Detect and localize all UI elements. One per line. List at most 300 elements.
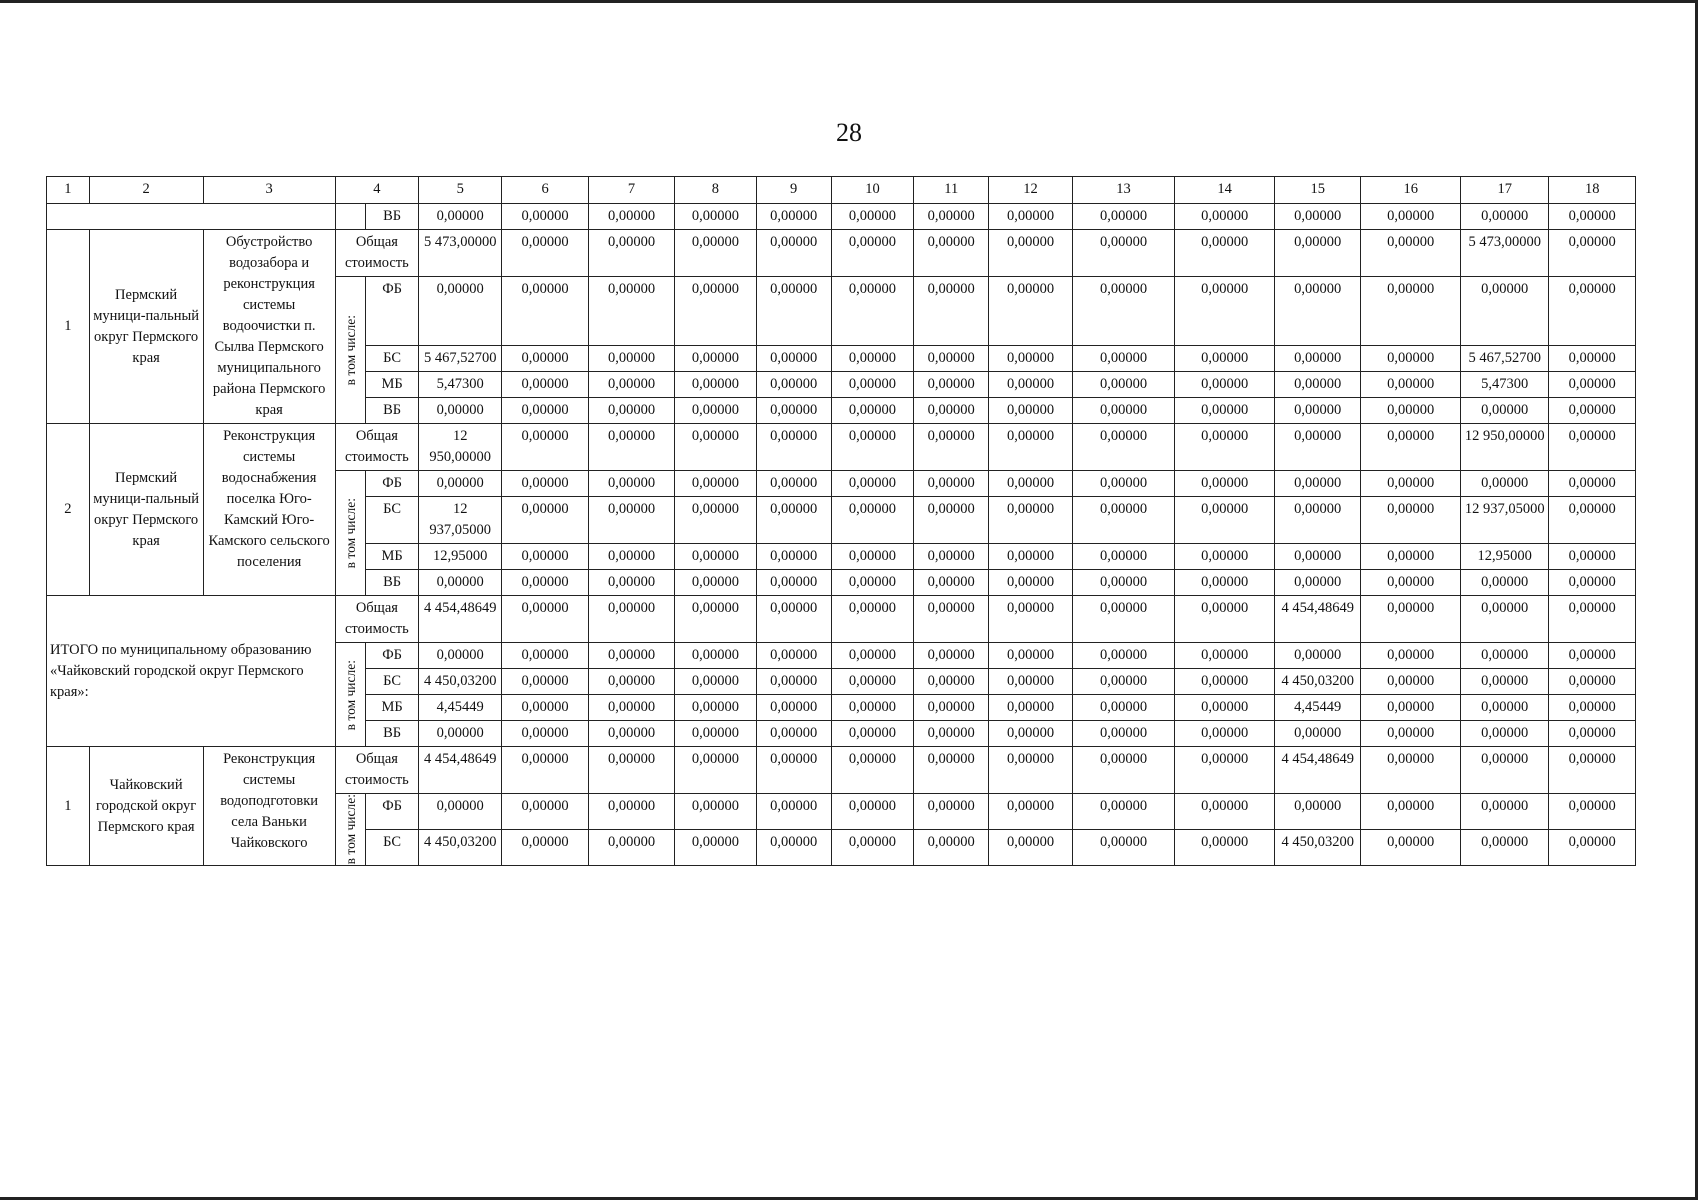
value-cell: 0,00000 bbox=[1175, 721, 1275, 747]
value-cell: 0,00000 bbox=[914, 721, 989, 747]
value-cell: 0,00000 bbox=[1072, 398, 1175, 424]
value-cell: 0,00000 bbox=[1361, 596, 1461, 643]
value-cell: 0,00000 bbox=[831, 424, 913, 471]
value-cell: 0,00000 bbox=[1549, 204, 1636, 230]
value-cell: 0,00000 bbox=[756, 497, 831, 544]
value-cell: 0,00000 bbox=[989, 643, 1072, 669]
value-cell: 0,00000 bbox=[502, 544, 588, 570]
value-cell: 0,00000 bbox=[831, 398, 913, 424]
value-cell: 0,00000 bbox=[831, 643, 913, 669]
value-cell: 0,00000 bbox=[502, 204, 588, 230]
value-cell: 0,00000 bbox=[1549, 544, 1636, 570]
value-cell: 5 473,00000 bbox=[1461, 230, 1549, 277]
scan-border-top bbox=[0, 0, 1698, 3]
value-cell: 0,00000 bbox=[756, 669, 831, 695]
column-header: 18 bbox=[1549, 177, 1636, 204]
value-cell: 0,00000 bbox=[588, 497, 674, 544]
value-cell: 0,00000 bbox=[1361, 721, 1461, 747]
project-name: Обустройство водозабора и реконструкция системы водоочистки п. Сылва Пермского муниципального района Пермского края bbox=[203, 230, 335, 424]
value-cell: 0,00000 bbox=[1072, 204, 1175, 230]
in-that-number-cell bbox=[335, 794, 365, 865]
source-label: ВБ bbox=[366, 398, 419, 424]
value-cell: 0,00000 bbox=[914, 830, 989, 866]
column-header: 15 bbox=[1274, 177, 1360, 204]
value-cell: 12,95000 bbox=[419, 544, 502, 570]
value-cell: 0,00000 bbox=[1274, 544, 1360, 570]
value-cell: 0,00000 bbox=[989, 497, 1072, 544]
value-cell: 0,00000 bbox=[914, 471, 989, 497]
value-cell: 0,00000 bbox=[1072, 830, 1175, 866]
value-cell: 0,00000 bbox=[588, 544, 674, 570]
column-header: 17 bbox=[1461, 177, 1549, 204]
value-cell: 0,00000 bbox=[419, 570, 502, 596]
value-cell: 0,00000 bbox=[419, 794, 502, 830]
value-cell: 0,00000 bbox=[1072, 669, 1175, 695]
column-header: 16 bbox=[1361, 177, 1461, 204]
value-cell: 0,00000 bbox=[1175, 643, 1275, 669]
total-cost-label: Общая стоимость bbox=[335, 747, 418, 794]
column-header: 3 bbox=[203, 177, 335, 204]
municipality-name: Пермский муници-пальный округ Пермского края bbox=[89, 424, 203, 596]
column-header: 10 bbox=[831, 177, 913, 204]
source-label: МБ bbox=[366, 695, 419, 721]
total-label: ИТОГО по муниципальному образованию «Чайковский городской округ Пермского края»: bbox=[47, 596, 336, 747]
carry-row bbox=[47, 204, 1636, 230]
value-cell: 0,00000 bbox=[1274, 643, 1360, 669]
source-label: ФБ bbox=[366, 277, 419, 346]
value-cell: 0,00000 bbox=[502, 596, 588, 643]
value-cell: 0,00000 bbox=[1274, 398, 1360, 424]
value-cell: 0,00000 bbox=[989, 544, 1072, 570]
column-header: 1 bbox=[47, 177, 90, 204]
value-cell: 0,00000 bbox=[831, 372, 913, 398]
value-cell: 0,00000 bbox=[831, 497, 913, 544]
value-cell: 0,00000 bbox=[502, 497, 588, 544]
value-cell: 0,00000 bbox=[1549, 230, 1636, 277]
value-cell: 0,00000 bbox=[675, 794, 756, 830]
value-cell: 0,00000 bbox=[419, 204, 502, 230]
value-cell: 0,00000 bbox=[1072, 497, 1175, 544]
value-cell: 0,00000 bbox=[989, 830, 1072, 866]
value-cell: 4 454,48649 bbox=[419, 596, 502, 643]
value-cell: 0,00000 bbox=[1361, 372, 1461, 398]
value-cell: 12 937,05000 bbox=[419, 497, 502, 544]
value-cell: 0,00000 bbox=[756, 596, 831, 643]
value-cell: 0,00000 bbox=[1175, 497, 1275, 544]
value-cell: 0,00000 bbox=[914, 643, 989, 669]
value-cell: 0,00000 bbox=[914, 398, 989, 424]
project-name: Реконструкция системы водоподготовки села Ваньки Чайковского bbox=[203, 747, 335, 865]
value-cell: 0,00000 bbox=[1461, 721, 1549, 747]
carry-blank bbox=[47, 204, 336, 230]
value-cell: 0,00000 bbox=[1072, 570, 1175, 596]
value-cell: 0,00000 bbox=[1175, 346, 1275, 372]
value-cell: 0,00000 bbox=[831, 695, 913, 721]
value-cell: 0,00000 bbox=[588, 643, 674, 669]
value-cell: 0,00000 bbox=[1361, 497, 1461, 544]
value-cell: 0,00000 bbox=[1361, 695, 1461, 721]
value-cell: 0,00000 bbox=[419, 471, 502, 497]
source-label: ФБ bbox=[366, 794, 419, 830]
value-cell: 0,00000 bbox=[1072, 721, 1175, 747]
value-cell: 0,00000 bbox=[1361, 471, 1461, 497]
value-cell: 0,00000 bbox=[1175, 424, 1275, 471]
funding-table bbox=[46, 176, 1636, 866]
value-cell: 0,00000 bbox=[1549, 372, 1636, 398]
value-cell: 0,00000 bbox=[831, 204, 913, 230]
value-cell: 0,00000 bbox=[914, 277, 989, 346]
value-cell: 0,00000 bbox=[989, 346, 1072, 372]
column-header: 11 bbox=[914, 177, 989, 204]
value-cell: 0,00000 bbox=[989, 721, 1072, 747]
value-cell: 4 454,48649 bbox=[419, 747, 502, 794]
value-cell: 0,00000 bbox=[1361, 204, 1461, 230]
value-cell: 0,00000 bbox=[756, 643, 831, 669]
value-cell: 0,00000 bbox=[502, 277, 588, 346]
value-cell: 0,00000 bbox=[588, 204, 674, 230]
value-cell: 0,00000 bbox=[1274, 372, 1360, 398]
value-cell: 0,00000 bbox=[1549, 424, 1636, 471]
value-cell: 0,00000 bbox=[1461, 747, 1549, 794]
column-header: 13 bbox=[1072, 177, 1175, 204]
value-cell: 0,00000 bbox=[588, 695, 674, 721]
value-cell: 0,00000 bbox=[419, 643, 502, 669]
value-cell: 0,00000 bbox=[675, 346, 756, 372]
value-cell: 5 467,52700 bbox=[1461, 346, 1549, 372]
value-cell: 0,00000 bbox=[1461, 669, 1549, 695]
value-cell: 0,00000 bbox=[989, 695, 1072, 721]
value-cell: 0,00000 bbox=[756, 747, 831, 794]
value-cell: 0,00000 bbox=[831, 721, 913, 747]
in-that-number-cell bbox=[335, 643, 365, 747]
source-label: ФБ bbox=[366, 643, 419, 669]
value-cell: 0,00000 bbox=[1274, 230, 1360, 277]
value-cell: 0,00000 bbox=[756, 794, 831, 830]
value-cell: 0,00000 bbox=[1549, 497, 1636, 544]
column-header: 14 bbox=[1175, 177, 1275, 204]
value-cell: 0,00000 bbox=[1461, 204, 1549, 230]
in-that-number-cell bbox=[335, 471, 365, 596]
value-cell: 0,00000 bbox=[502, 570, 588, 596]
value-cell: 0,00000 bbox=[831, 669, 913, 695]
value-cell: 0,00000 bbox=[831, 277, 913, 346]
value-cell: 0,00000 bbox=[756, 204, 831, 230]
value-cell: 0,00000 bbox=[588, 230, 674, 277]
value-cell: 0,00000 bbox=[1461, 570, 1549, 596]
value-cell: 0,00000 bbox=[675, 497, 756, 544]
value-cell: 0,00000 bbox=[1274, 570, 1360, 596]
value-cell: 0,00000 bbox=[756, 277, 831, 346]
value-cell: 0,00000 bbox=[1361, 277, 1461, 346]
value-cell: 0,00000 bbox=[1274, 721, 1360, 747]
source-label: ВБ bbox=[366, 721, 419, 747]
value-cell: 0,00000 bbox=[756, 424, 831, 471]
in-that-number-cell bbox=[335, 277, 365, 424]
vertical-label: в том числе: bbox=[342, 498, 358, 569]
value-cell: 0,00000 bbox=[675, 424, 756, 471]
value-cell: 0,00000 bbox=[1549, 277, 1636, 346]
total-cost-row bbox=[47, 596, 1636, 643]
value-cell: 12 950,00000 bbox=[1461, 424, 1549, 471]
value-cell: 0,00000 bbox=[914, 497, 989, 544]
source-label: МБ bbox=[366, 372, 419, 398]
value-cell: 0,00000 bbox=[1175, 669, 1275, 695]
value-cell: 0,00000 bbox=[1274, 497, 1360, 544]
value-cell: 0,00000 bbox=[588, 424, 674, 471]
value-cell: 5,47300 bbox=[1461, 372, 1549, 398]
value-cell: 0,00000 bbox=[1361, 830, 1461, 866]
source-label: БС bbox=[366, 346, 419, 372]
column-header: 12 bbox=[989, 177, 1072, 204]
total-cost-row bbox=[47, 230, 1636, 277]
value-cell: 0,00000 bbox=[1072, 424, 1175, 471]
value-cell: 0,00000 bbox=[502, 230, 588, 277]
total-cost-label: Общая стоимость bbox=[335, 424, 418, 471]
value-cell: 0,00000 bbox=[1175, 277, 1275, 346]
value-cell: 0,00000 bbox=[831, 570, 913, 596]
value-cell: 0,00000 bbox=[502, 721, 588, 747]
value-cell: 0,00000 bbox=[756, 398, 831, 424]
value-cell: 5 473,00000 bbox=[419, 230, 502, 277]
value-cell: 0,00000 bbox=[588, 277, 674, 346]
value-cell: 0,00000 bbox=[1549, 747, 1636, 794]
value-cell: 0,00000 bbox=[675, 544, 756, 570]
value-cell: 5,47300 bbox=[419, 372, 502, 398]
value-cell: 0,00000 bbox=[675, 669, 756, 695]
value-cell: 0,00000 bbox=[1274, 346, 1360, 372]
value-cell: 0,00000 bbox=[675, 596, 756, 643]
value-cell: 0,00000 bbox=[1072, 471, 1175, 497]
value-cell: 0,00000 bbox=[675, 230, 756, 277]
value-cell: 0,00000 bbox=[675, 570, 756, 596]
value-cell: 0,00000 bbox=[756, 372, 831, 398]
value-cell: 0,00000 bbox=[914, 544, 989, 570]
value-cell: 0,00000 bbox=[914, 230, 989, 277]
value-cell: 4 450,03200 bbox=[419, 669, 502, 695]
value-cell: 0,00000 bbox=[502, 643, 588, 669]
value-cell: 0,00000 bbox=[989, 398, 1072, 424]
value-cell: 0,00000 bbox=[989, 277, 1072, 346]
municipality-name: Чайковский городской округ Пермского края bbox=[89, 747, 203, 865]
value-cell: 0,00000 bbox=[989, 230, 1072, 277]
source-label: МБ bbox=[366, 544, 419, 570]
value-cell: 0,00000 bbox=[914, 570, 989, 596]
value-cell: 0,00000 bbox=[1461, 596, 1549, 643]
value-cell: 0,00000 bbox=[989, 596, 1072, 643]
value-cell: 0,00000 bbox=[1361, 794, 1461, 830]
value-cell: 0,00000 bbox=[831, 346, 913, 372]
value-cell: 0,00000 bbox=[756, 570, 831, 596]
total-cost-row bbox=[47, 424, 1636, 471]
carry-spacer bbox=[335, 204, 365, 230]
value-cell: 0,00000 bbox=[1361, 570, 1461, 596]
value-cell: 0,00000 bbox=[1175, 471, 1275, 497]
value-cell: 0,00000 bbox=[989, 570, 1072, 596]
value-cell: 0,00000 bbox=[675, 830, 756, 866]
source-label: БС bbox=[366, 669, 419, 695]
value-cell: 0,00000 bbox=[989, 747, 1072, 794]
value-cell: 12,95000 bbox=[1461, 544, 1549, 570]
value-cell: 0,00000 bbox=[1549, 721, 1636, 747]
value-cell: 0,00000 bbox=[419, 277, 502, 346]
value-cell: 0,00000 bbox=[1461, 794, 1549, 830]
value-cell: 0,00000 bbox=[756, 695, 831, 721]
value-cell: 0,00000 bbox=[914, 596, 989, 643]
value-cell: 0,00000 bbox=[756, 471, 831, 497]
value-cell: 0,00000 bbox=[1175, 695, 1275, 721]
value-cell: 0,00000 bbox=[1461, 695, 1549, 721]
municipality-name: Пермский муници-пальный округ Пермского края bbox=[89, 230, 203, 424]
value-cell: 4,45449 bbox=[1274, 695, 1360, 721]
value-cell: 0,00000 bbox=[914, 346, 989, 372]
value-cell: 0,00000 bbox=[914, 424, 989, 471]
source-label: ВБ bbox=[366, 570, 419, 596]
value-cell: 0,00000 bbox=[588, 721, 674, 747]
value-cell: 0,00000 bbox=[588, 471, 674, 497]
value-cell: 0,00000 bbox=[1461, 398, 1549, 424]
value-cell: 0,00000 bbox=[419, 398, 502, 424]
value-cell: 0,00000 bbox=[914, 204, 989, 230]
value-cell: 0,00000 bbox=[1361, 643, 1461, 669]
value-cell: 0,00000 bbox=[588, 346, 674, 372]
value-cell: 0,00000 bbox=[989, 372, 1072, 398]
value-cell: 0,00000 bbox=[502, 398, 588, 424]
value-cell: 0,00000 bbox=[1175, 544, 1275, 570]
value-cell: 0,00000 bbox=[675, 643, 756, 669]
value-cell: 0,00000 bbox=[1072, 277, 1175, 346]
value-cell: 0,00000 bbox=[989, 669, 1072, 695]
value-cell: 4 450,03200 bbox=[1274, 830, 1360, 866]
value-cell: 0,00000 bbox=[1072, 695, 1175, 721]
value-cell: 0,00000 bbox=[1175, 794, 1275, 830]
value-cell: 0,00000 bbox=[502, 794, 588, 830]
value-cell: 4 450,03200 bbox=[1274, 669, 1360, 695]
source-label: БС bbox=[366, 830, 419, 866]
value-cell: 0,00000 bbox=[989, 794, 1072, 830]
value-cell: 0,00000 bbox=[989, 424, 1072, 471]
value-cell: 12 937,05000 bbox=[1461, 497, 1549, 544]
value-cell: 0,00000 bbox=[1361, 544, 1461, 570]
value-cell: 0,00000 bbox=[675, 721, 756, 747]
value-cell: 4 454,48649 bbox=[1274, 747, 1360, 794]
value-cell: 0,00000 bbox=[588, 794, 674, 830]
value-cell: 0,00000 bbox=[502, 424, 588, 471]
value-cell: 0,00000 bbox=[1072, 643, 1175, 669]
value-cell: 4 454,48649 bbox=[1274, 596, 1360, 643]
source-label: БС bbox=[366, 497, 419, 544]
value-cell: 0,00000 bbox=[756, 830, 831, 866]
value-cell: 0,00000 bbox=[831, 794, 913, 830]
value-cell: 0,00000 bbox=[1072, 794, 1175, 830]
value-cell: 0,00000 bbox=[502, 669, 588, 695]
value-cell: 0,00000 bbox=[1072, 230, 1175, 277]
value-cell: 0,00000 bbox=[502, 372, 588, 398]
value-cell: 5 467,52700 bbox=[419, 346, 502, 372]
row-number: 1 bbox=[47, 747, 90, 865]
source-label: ВБ bbox=[366, 204, 419, 230]
source-label: ФБ bbox=[366, 471, 419, 497]
value-cell: 0,00000 bbox=[1549, 794, 1636, 830]
value-cell: 0,00000 bbox=[1461, 471, 1549, 497]
value-cell: 0,00000 bbox=[588, 372, 674, 398]
value-cell: 0,00000 bbox=[1361, 424, 1461, 471]
value-cell: 0,00000 bbox=[1274, 471, 1360, 497]
value-cell: 0,00000 bbox=[1072, 544, 1175, 570]
value-cell: 0,00000 bbox=[1072, 596, 1175, 643]
value-cell: 0,00000 bbox=[1175, 398, 1275, 424]
value-cell: 12 950,00000 bbox=[419, 424, 502, 471]
value-cell: 0,00000 bbox=[1549, 346, 1636, 372]
column-header: 2 bbox=[89, 177, 203, 204]
total-cost-row bbox=[47, 747, 1636, 794]
value-cell: 0,00000 bbox=[756, 230, 831, 277]
column-header: 9 bbox=[756, 177, 831, 204]
value-cell: 0,00000 bbox=[1274, 794, 1360, 830]
value-cell: 0,00000 bbox=[502, 346, 588, 372]
value-cell: 0,00000 bbox=[831, 471, 913, 497]
value-cell: 0,00000 bbox=[1361, 669, 1461, 695]
value-cell: 0,00000 bbox=[502, 695, 588, 721]
value-cell: 0,00000 bbox=[1274, 424, 1360, 471]
value-cell: 0,00000 bbox=[588, 570, 674, 596]
value-cell: 0,00000 bbox=[675, 747, 756, 794]
value-cell: 0,00000 bbox=[914, 695, 989, 721]
row-number: 2 bbox=[47, 424, 90, 596]
value-cell: 0,00000 bbox=[1549, 643, 1636, 669]
value-cell: 0,00000 bbox=[831, 747, 913, 794]
value-cell: 0,00000 bbox=[756, 721, 831, 747]
value-cell: 0,00000 bbox=[1175, 204, 1275, 230]
value-cell: 0,00000 bbox=[914, 669, 989, 695]
value-cell: 0,00000 bbox=[989, 204, 1072, 230]
value-cell: 0,00000 bbox=[419, 721, 502, 747]
value-cell: 0,00000 bbox=[1549, 695, 1636, 721]
value-cell: 0,00000 bbox=[1175, 747, 1275, 794]
value-cell: 0,00000 bbox=[1175, 596, 1275, 643]
value-cell: 0,00000 bbox=[502, 471, 588, 497]
value-cell: 0,00000 bbox=[1072, 372, 1175, 398]
value-cell: 0,00000 bbox=[1361, 230, 1461, 277]
vertical-label: в том числе: bbox=[342, 659, 358, 731]
value-cell: 0,00000 bbox=[831, 230, 913, 277]
value-cell: 0,00000 bbox=[675, 204, 756, 230]
value-cell: 0,00000 bbox=[675, 471, 756, 497]
vertical-label: в том числе: bbox=[342, 314, 358, 386]
value-cell: 0,00000 bbox=[675, 398, 756, 424]
value-cell: 0,00000 bbox=[831, 544, 913, 570]
value-cell: 0,00000 bbox=[1461, 830, 1549, 866]
value-cell: 0,00000 bbox=[1361, 398, 1461, 424]
total-cost-label: Общая стоимость bbox=[335, 596, 418, 643]
value-cell: 0,00000 bbox=[588, 747, 674, 794]
value-cell: 0,00000 bbox=[831, 830, 913, 866]
value-cell: 0,00000 bbox=[1549, 669, 1636, 695]
value-cell: 0,00000 bbox=[588, 669, 674, 695]
value-cell: 0,00000 bbox=[588, 830, 674, 866]
value-cell: 0,00000 bbox=[1175, 830, 1275, 866]
column-header: 8 bbox=[675, 177, 756, 204]
value-cell: 0,00000 bbox=[1361, 346, 1461, 372]
value-cell: 0,00000 bbox=[675, 695, 756, 721]
total-cost-label: Общая стоимость bbox=[335, 230, 418, 277]
header-row bbox=[47, 177, 1636, 204]
value-cell: 0,00000 bbox=[1175, 230, 1275, 277]
value-cell: 0,00000 bbox=[1175, 570, 1275, 596]
value-cell: 0,00000 bbox=[831, 596, 913, 643]
vertical-label: в том числе: bbox=[342, 794, 358, 865]
value-cell: 0,00000 bbox=[1361, 747, 1461, 794]
row-number: 1 bbox=[47, 230, 90, 424]
